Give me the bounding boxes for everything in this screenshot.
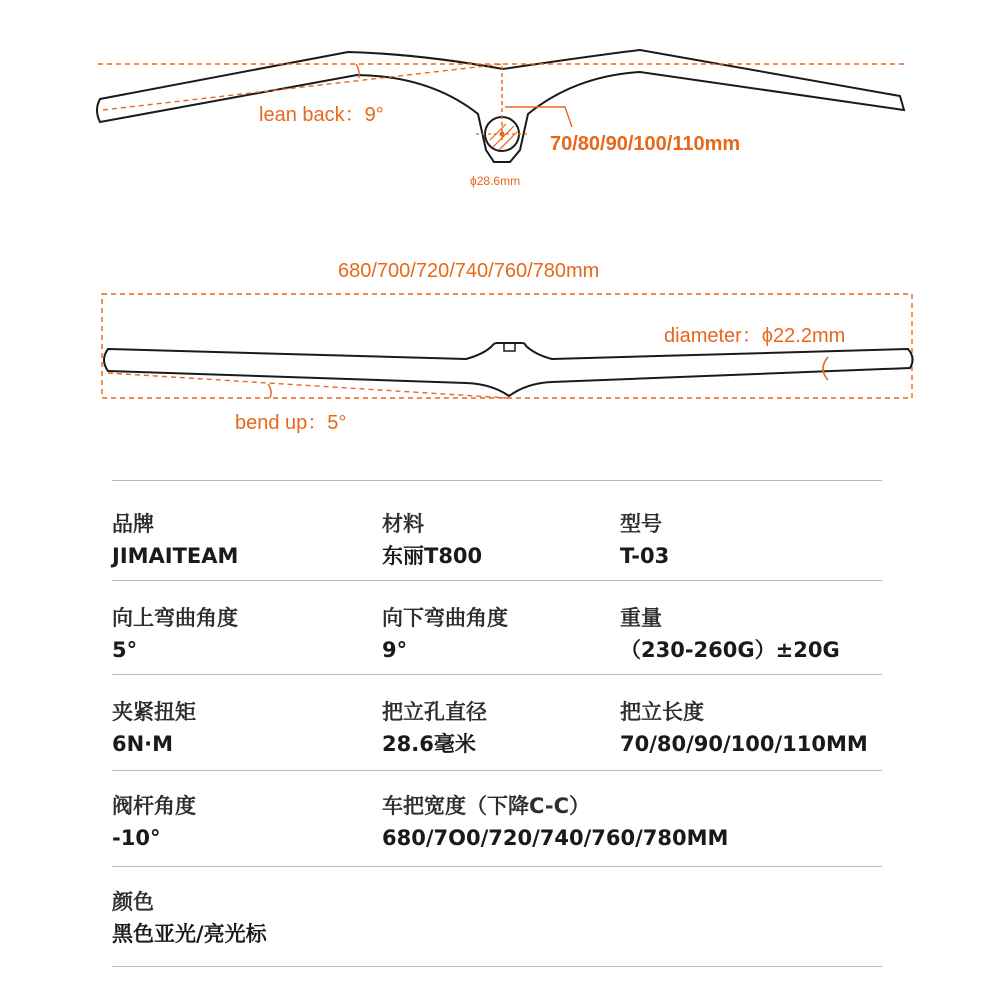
spec-stem-length-value: 70/80/90/100/110MM	[620, 732, 868, 756]
lean-back-label: lean back：9°	[259, 104, 384, 126]
spec-model-value: T-03	[620, 544, 670, 568]
spec-backsweep-label: 向下弯曲角度	[382, 606, 508, 630]
spec-divider	[112, 480, 882, 481]
spec-torque-label: 夹紧扭矩	[112, 700, 196, 724]
spec-bar-width-value: 680/7O0/720/740/760/780MM	[382, 826, 729, 850]
spec-brand-value: JIMAITEAM	[112, 544, 239, 568]
spec-torque	[112, 698, 196, 758]
spec-bar-width	[382, 792, 728, 852]
spec-stem-length-label: 把立长度	[620, 700, 704, 724]
spec-stem-angle-value: -10°	[112, 826, 161, 850]
top-view-bar-outline	[97, 50, 904, 162]
stem-length-label: 70/80/90/100/110mm	[550, 133, 741, 155]
width-label: 680/700/720/740/760/780mm	[338, 260, 600, 282]
spec-model-label: 型号	[620, 512, 662, 536]
spec-divider	[112, 580, 882, 581]
spec-stem-hole	[382, 698, 487, 758]
bend-up-label: bend up：5°	[235, 412, 347, 434]
spec-material-label: 材料	[382, 512, 424, 536]
top-view	[97, 50, 908, 188]
spec-backsweep	[382, 604, 508, 664]
spec-weight	[620, 604, 840, 664]
spec-model	[620, 510, 669, 570]
spec-torque-value: 6N·M	[112, 732, 174, 756]
spec-upsweep-label: 向上弯曲角度	[112, 606, 238, 630]
grip-diameter-label: diameter：ϕ22.2mm	[664, 325, 846, 347]
grip-diameter-arc	[823, 357, 828, 380]
spec-brand-label: 品牌	[112, 512, 154, 536]
spec-weight-label: 重量	[620, 606, 662, 630]
spec-stem-length	[620, 698, 868, 758]
stem-slot	[504, 343, 515, 351]
clamp-center-dot	[500, 132, 505, 137]
handlebar-diagram	[0, 0, 1000, 460]
spec-weight-value: （230-260G）±20G	[620, 638, 840, 662]
front-view	[102, 260, 913, 434]
spec-divider	[112, 966, 882, 967]
spec-backsweep-value: 9°	[382, 638, 408, 662]
spec-material-value: 东丽T800	[382, 544, 483, 568]
spec-color	[112, 888, 267, 948]
spec-upsweep-value: 5°	[112, 638, 138, 662]
spec-divider	[112, 674, 882, 675]
spec-bar-width-label: 车把宽度（下降C-C）	[382, 794, 591, 818]
spec-divider	[112, 770, 882, 771]
spec-stem-angle	[112, 792, 196, 852]
spec-upsweep	[112, 604, 238, 664]
spec-brand	[112, 510, 238, 570]
spec-stem-hole-label: 把立孔直径	[382, 700, 487, 724]
clamp-diameter-label: ϕ28.6mm	[470, 174, 521, 188]
spec-color-value: 黑色亚光/亮光标	[112, 922, 267, 946]
spec-divider	[112, 866, 882, 867]
spec-stem-hole-value: 28.6毫米	[382, 732, 476, 756]
bend-up-arc	[268, 384, 271, 398]
spec-color-label: 颜色	[112, 890, 154, 914]
spec-material	[382, 510, 482, 570]
spec-stem-angle-label: 阀杆角度	[112, 794, 196, 818]
